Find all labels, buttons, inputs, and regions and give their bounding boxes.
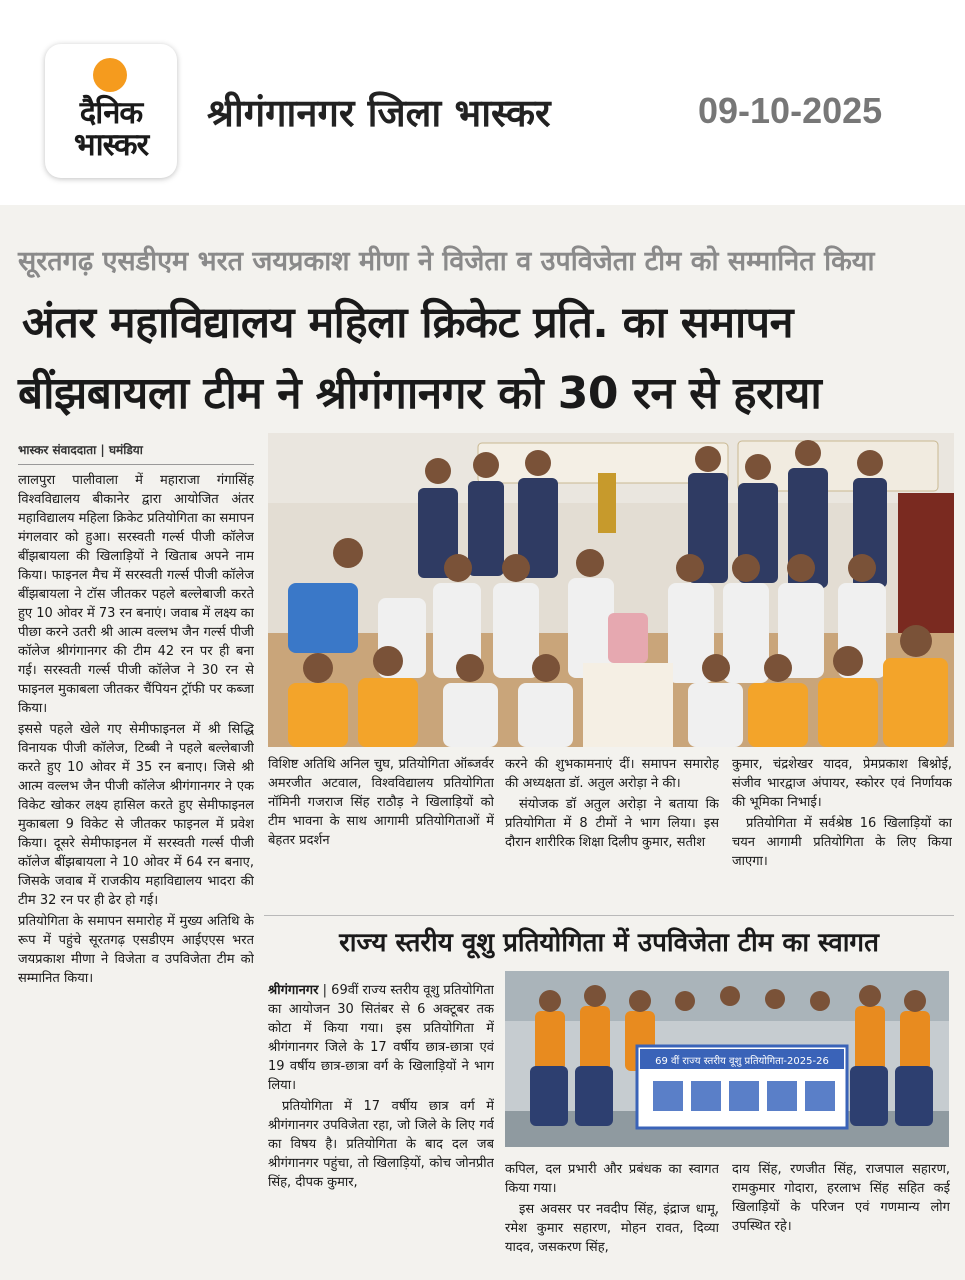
wushu-team-photo <box>505 971 949 1147</box>
article-headline-2: बींझबायला टीम ने श्रीगंगानगर को 30 रन से हराया <box>18 368 822 419</box>
paragraph: दाय सिंह, रणजीत सिंह, राजपाल सहारण, रामकुमार गोदारा, हरलाभ सिंह सहित कई खिलाड़ियों के परिजन एवं गणमान्य लोग उपस्थित रहे। <box>732 1162 950 1234</box>
cricket-team-photo <box>268 433 954 747</box>
paragraph: विशिष्ट अतिथि अनिल चुघ, प्रतियोगिता ऑब्जर्वर अमरजीत अटवाल, विश्वविद्यालय प्रतियोगिता नॉमिनी गजराज सिंह राठौड़ ने खिलाड़ियों को टीम भावना के साथ आगामी प्रतियोगिताओं में बेहतर प्रदर्शन <box>268 757 494 848</box>
paragraph: लालपुरा पालीवाला में महाराजा गंगासिंह विश्वविद्यालय बीकानेर द्वारा आयोजित अंतर महाविद्यालय महिला क्रिकेट प्रतियोगिता का समापन मंगलवार को हुआ। सरस्वती गर्ल्स पीजी कॉलेज बींझबायला की खिलाड़ियों ने खिताब अपने नाम किया। फाइनल मैच में सरस्वती गर्ल्स पीजी कॉलेज बींझबायला ने टॉस जीतकर पहले बल्लेबाजी करते हुए 10 ओवर में 73 रन बनाएं। जवाब में लक्ष्य का पीछा करने उतरी श्री आत्म वल्लभ जैन गर्ल्स पीजी कॉलेज श्रीगंगानगर की टीम 42 रन पर ही बना गई। सरस्वती गर्ल्स पीजी कॉलेज ने 30 रन से फाइनल मुकाबला जीतकर चैंपियन ट्रॉफी पर कब्जा किया। <box>18 473 254 716</box>
logo-text-line2: भास्कर <box>73 127 149 163</box>
paragraph: इस अवसर पर नवदीप सिंह, इंद्राज धामू, रमेश कुमार सहारण, मोहन रावत, दिव्या यादव, जसकरण सिंह, <box>505 1202 719 1255</box>
banner-title: 69 वीं राज्य स्तरीय वूशु प्रतियोगिता-2025-26 <box>655 1056 829 1067</box>
sun-icon <box>93 58 127 92</box>
edition-title: श्रीगंगानगर जिला भास्कर <box>207 91 551 135</box>
sub-article-column-2 <box>505 1160 719 1275</box>
dateline: श्रीगंगानगर <box>268 983 319 998</box>
article-kicker: सूरतगढ़ एसडीएम भरत जयप्रकाश मीणा ने विजेता व उपविजेता टीम को सम्मानित किया <box>18 246 875 277</box>
article-headline-1: अंतर महाविद्यालय महिला क्रिकेट प्रति. का समापन <box>22 298 793 348</box>
sub-article-column-1 <box>268 981 494 1276</box>
section-divider <box>264 915 954 916</box>
app-header <box>0 0 965 205</box>
dainik-bhaskar-logo[interactable] <box>45 44 177 178</box>
article-column-3 <box>505 755 719 915</box>
sub-article-column-3 <box>732 1160 950 1275</box>
paragraph: श्रीगंगानगर | 69वीं राज्य स्तरीय वूशु प्रतियोगिता का आयोजन 30 सितंबर से 6 अक्टूबर तक कोटा में किया गया। इस प्रतियोगिता में श्रीगंगानगर जिले के 17 वर्षीय छात्र-छात्रा एवं 19 वर्षीय छात्र-छात्रा वर्ग के खिलाड़ियों ने भाग लिया। <box>268 983 494 1093</box>
cricket-team-illustration <box>268 433 954 747</box>
newspaper-clipping <box>0 205 965 1280</box>
wushu-team-illustration <box>505 971 949 1147</box>
paragraph: कपिल, दल प्रभारी और प्रबंधक का स्वागत किया गया। <box>505 1162 719 1196</box>
edition-date: 09-10-2025 <box>698 90 883 131</box>
paragraph: प्रतियोगिता में सर्वश्रेष्ठ 16 खिलाड़ियों का चयन आगामी प्रतियोगिता के लिए किया जाएगा। <box>732 816 952 869</box>
article-column-1 <box>18 441 254 1271</box>
paragraph: कुमार, चंद्रशेखर यादव, प्रेमप्रकाश बिश्नोई, संजीव भारद्वाज अंपायर, स्कोरर एवं निर्णायक की भूमिका निभाई। <box>732 757 952 810</box>
paragraph: प्रतियोगिता के समापन समारोह में मुख्य अतिथि के रूप में पहुंचे सूरतगढ़ एसडीएम आईएएस भरत जयप्रकाश मीणा ने विजेता व उपविजेता टीम को सम्मानित किया। <box>18 914 254 986</box>
sub-article-headline: राज्य स्तरीय वूशु प्रतियोगिता में उपविजेता टीम का स्वागत <box>339 928 879 958</box>
byline: भास्कर संवाददाता | घमंडिया <box>18 441 254 465</box>
article-column-4 <box>732 755 952 915</box>
logo-text-line1: दैनिक <box>79 95 143 131</box>
paragraph-text: 69वीं राज्य स्तरीय वूशु प्रतियोगिता का आयोजन 30 सितंबर से 6 अक्टूबर तक कोटा में किया गया। इस प्रतियोगिता में श्रीगंगानगर जिले के 17 वर्षीय छात्र-छात्रा एवं 19 वर्षीय छात्र-छात्रा वर्ग के खिलाड़ियों ने भाग लिया। <box>268 983 494 1093</box>
paragraph: प्रतियोगिता में 17 वर्षीय छात्र वर्ग में श्रीगंगानगर उपविजेता रहा, जो जिले के लिए गर्व का विषय है। प्रतियोगिता के बाद दल जब श्रीगंगानगर पहुंचा, तो खिलाड़ियों, कोच जोनप्रीत सिंह, दीपक कुमार, <box>268 1099 494 1190</box>
paragraph: करने की शुभकामनाएं दीं। समापन समारोह की अध्यक्षता डॉ. अतुल अरोड़ा ने की। <box>505 757 719 791</box>
article-column-2 <box>268 755 494 915</box>
paragraph: संयोजक डॉ अतुल अरोड़ा ने बताया कि प्रतियोगिता में 8 टीमों ने भाग लिया। इस दौरान शारीरिक शिक्षा दिलीप कुमार, सतीश <box>505 797 719 850</box>
paragraph: इससे पहले खेले गए सेमीफाइनल में श्री सिद्धि विनायक पीजी कॉलेज, टिब्बी ने पहले बल्लेबाजी करते हुए 10 ओवर में 35 रन बनाए। जिसे श्री आत्म वल्लभ जैन पीजी कॉलेज श्रीगंगानगर ने एक विकेट खोकर लक्ष्य हासिल करते हुए सेमीफाइनल मुकाबला 9 विकेट से जीतकर फाइनल में प्रवेश किया। दूसरे सेमीफाइनल में सरस्वती गर्ल्स पीजी कॉलेज बींझबायला ने 10 ओवर में 64 रन बनाए, जिसके जवाब में राजकीय महाविद्यालय भादरा की टीम 32 रन पर ही ढेर हो गई। <box>18 722 254 908</box>
